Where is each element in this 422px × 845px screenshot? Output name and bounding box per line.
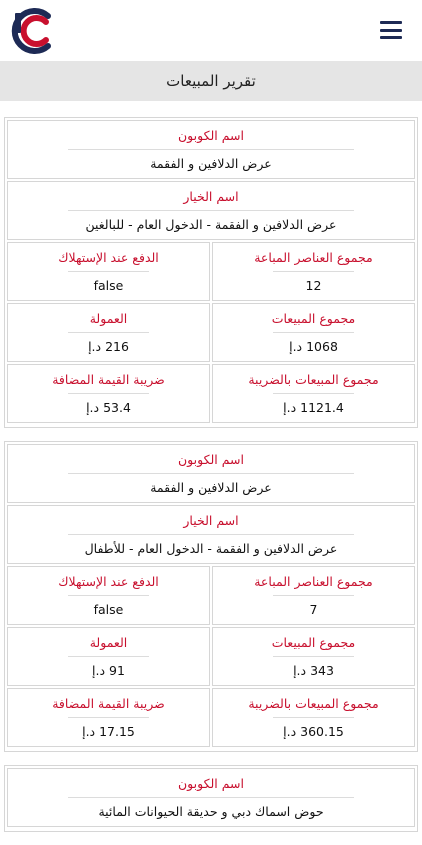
commission-label: العمولة — [89, 635, 128, 650]
vat-field — [7, 688, 210, 747]
option-name-field — [7, 505, 415, 564]
brand-logo[interactable] — [10, 8, 58, 54]
commission-field — [7, 627, 210, 686]
coupon-name-value: عرض الدلافين و الفقمة — [150, 156, 272, 171]
pay-on-redeem-field — [7, 566, 210, 625]
sales-card — [4, 117, 418, 428]
option-name-label: اسم الخيار — [183, 189, 239, 204]
pay-on-redeem-label: الدفع عند الإستهلاك — [58, 574, 159, 589]
commission-value: 91 د.إ — [92, 663, 125, 678]
total-sales-with-tax-value: 360.15 د.إ — [283, 724, 344, 739]
sales-card — [4, 765, 418, 832]
coupon-name-label: اسم الكوبون — [178, 776, 244, 791]
total-sales-with-tax-label: مجموع المبيعات بالضريبة — [248, 372, 379, 387]
total-sales-value: 1068 د.إ — [289, 339, 338, 354]
page-title: تقرير المبيعات — [0, 61, 422, 101]
stats-row — [7, 566, 415, 625]
pay-on-redeem-value: false — [93, 278, 124, 293]
vat-label: ضريبة القيمة المضافة — [52, 372, 165, 387]
commission-label: العمولة — [89, 311, 128, 326]
coupon-name-label: اسم الكوبون — [178, 128, 244, 143]
option-name-label: اسم الخيار — [183, 513, 239, 528]
total-sales-with-tax-field — [212, 688, 415, 747]
total-sales-with-tax-value: 1121.4 د.إ — [283, 400, 344, 415]
stats-row — [7, 303, 415, 362]
pay-on-redeem-field — [7, 242, 210, 301]
stats-row — [7, 242, 415, 301]
sales-report-list — [4, 117, 418, 845]
coupon-name-field — [7, 768, 415, 827]
total-sales-field — [212, 303, 415, 362]
total-sales-field — [212, 627, 415, 686]
vat-value: 17.15 د.إ — [82, 724, 135, 739]
coupon-name-label: اسم الكوبون — [178, 452, 244, 467]
total-sales-with-tax-field — [212, 364, 415, 423]
total-items-sold-label: مجموع العناصر المباعة — [254, 250, 373, 265]
option-name-field — [7, 181, 415, 240]
option-name-value: عرض الدلافين و الفقمة - الدخول العام - للبالغين — [85, 217, 337, 232]
coupon-name-field — [7, 444, 415, 503]
total-items-sold-label: مجموع العناصر المباعة — [254, 574, 373, 589]
top-bar — [0, 0, 422, 60]
option-name-value: عرض الدلافين و الفقمة - الدخول العام - للأطفال — [84, 541, 338, 556]
commission-value: 216 د.إ — [88, 339, 129, 354]
coupon-name-field — [7, 120, 415, 179]
total-sales-value: 343 د.إ — [293, 663, 334, 678]
sales-card — [4, 441, 418, 752]
stats-row — [7, 688, 415, 747]
coupon-name-value: حوض اسماك دبي و حديقة الحيوانات المائية — [98, 804, 324, 819]
pay-on-redeem-label: الدفع عند الإستهلاك — [58, 250, 159, 265]
hamburger-menu-icon[interactable] — [380, 21, 402, 39]
vat-value: 53.4 د.إ — [86, 400, 131, 415]
total-items-sold-field — [212, 566, 415, 625]
vat-field — [7, 364, 210, 423]
total-items-sold-value: 7 — [309, 602, 318, 617]
vat-label: ضريبة القيمة المضافة — [52, 696, 165, 711]
total-items-sold-value: 12 — [305, 278, 322, 293]
stats-row — [7, 627, 415, 686]
stats-row — [7, 364, 415, 423]
total-items-sold-field — [212, 242, 415, 301]
commission-field — [7, 303, 210, 362]
coupon-name-value: عرض الدلافين و الفقمة — [150, 480, 272, 495]
total-sales-label: مجموع المبيعات — [271, 635, 356, 650]
total-sales-with-tax-label: مجموع المبيعات بالضريبة — [248, 696, 379, 711]
pay-on-redeem-value: false — [93, 602, 124, 617]
total-sales-label: مجموع المبيعات — [271, 311, 356, 326]
